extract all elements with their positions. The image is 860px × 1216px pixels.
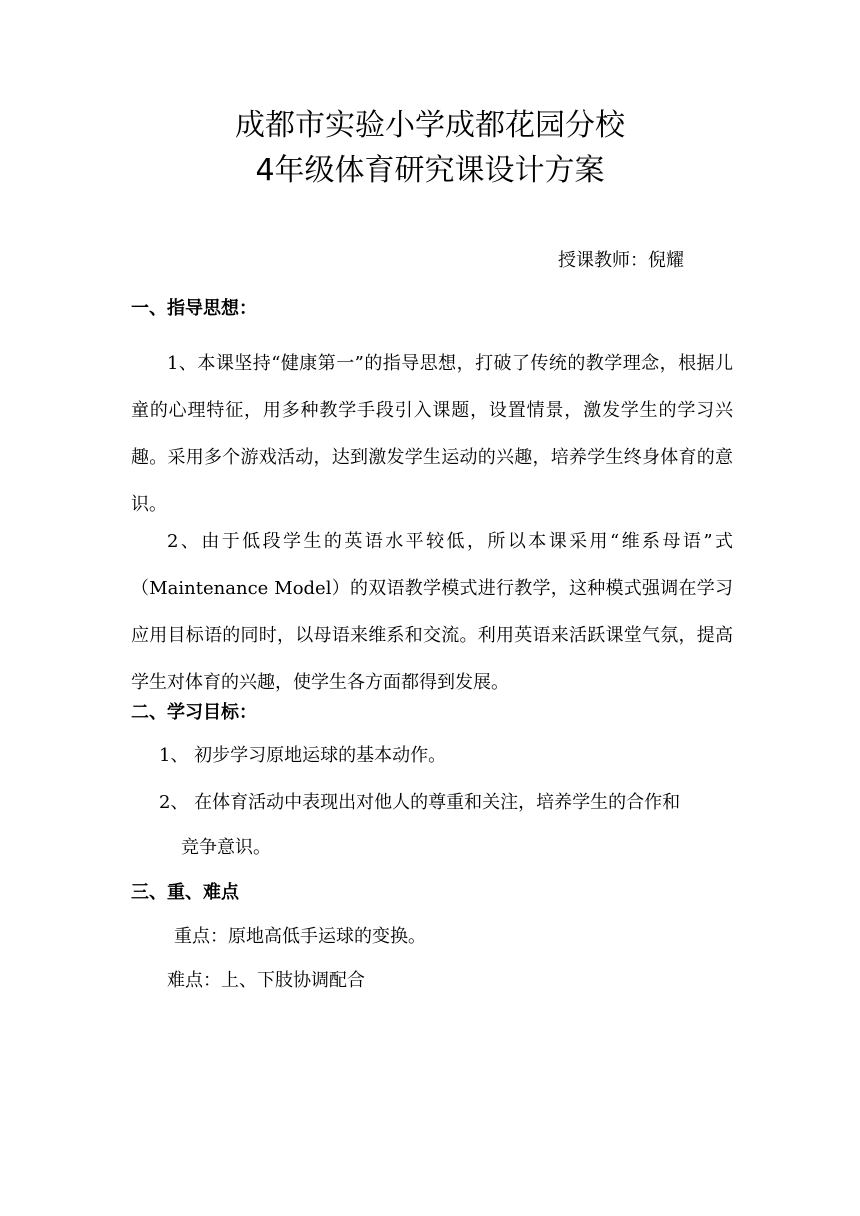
goal-item-1: 1、 初步学习原地运球的基本动作。 bbox=[159, 745, 447, 766]
teacher-name: 授课教师：倪耀 bbox=[558, 250, 684, 271]
section-2-heading: 二、学习目标： bbox=[131, 702, 257, 723]
section-1-paragraph-1 bbox=[131, 340, 733, 528]
section-1-heading: 一、指导思想： bbox=[131, 298, 257, 319]
goal-item-2: 2、 在体育活动中表现出对他人的尊重和关注，培养学生的合作和 bbox=[159, 792, 681, 813]
key-point: 重点：原地高低手运球的变换。 bbox=[174, 926, 426, 947]
section-3-heading: 三、重、难点 bbox=[131, 882, 239, 903]
goal-item-2-continued: 竞争意识。 bbox=[181, 837, 271, 858]
difficult-point: 难点：上、下肢协调配合 bbox=[167, 970, 365, 991]
title-line-2: 4年级体育研究课设计方案 bbox=[255, 153, 605, 188]
section-1-paragraph-2 bbox=[131, 518, 733, 706]
paragraph-text: 1、本课坚持“健康第一”的指导思想，打破了传统的教学理念，根据儿童的心理特征，用多种教学手段引入课题，设置情景，激发学生的学习兴趣。采用多个游戏活动，达到激发学生运动的兴趣，培养学生终身体育的意识。 bbox=[131, 353, 733, 515]
title-line-1: 成都市实验小学成都花园分校 bbox=[235, 108, 625, 143]
paragraph-text: 2、由于低段学生的英语水平较低，所以本课采用“维系母语”式（Maintenance Model）的双语教学模式进行教学，这种模式强调在学习应用目标语的同时，以母语来维系和交流。利用英语来活跃课堂气氛，提高学生对体育的兴趣，使学生各方面都得到发展。 bbox=[131, 531, 733, 693]
